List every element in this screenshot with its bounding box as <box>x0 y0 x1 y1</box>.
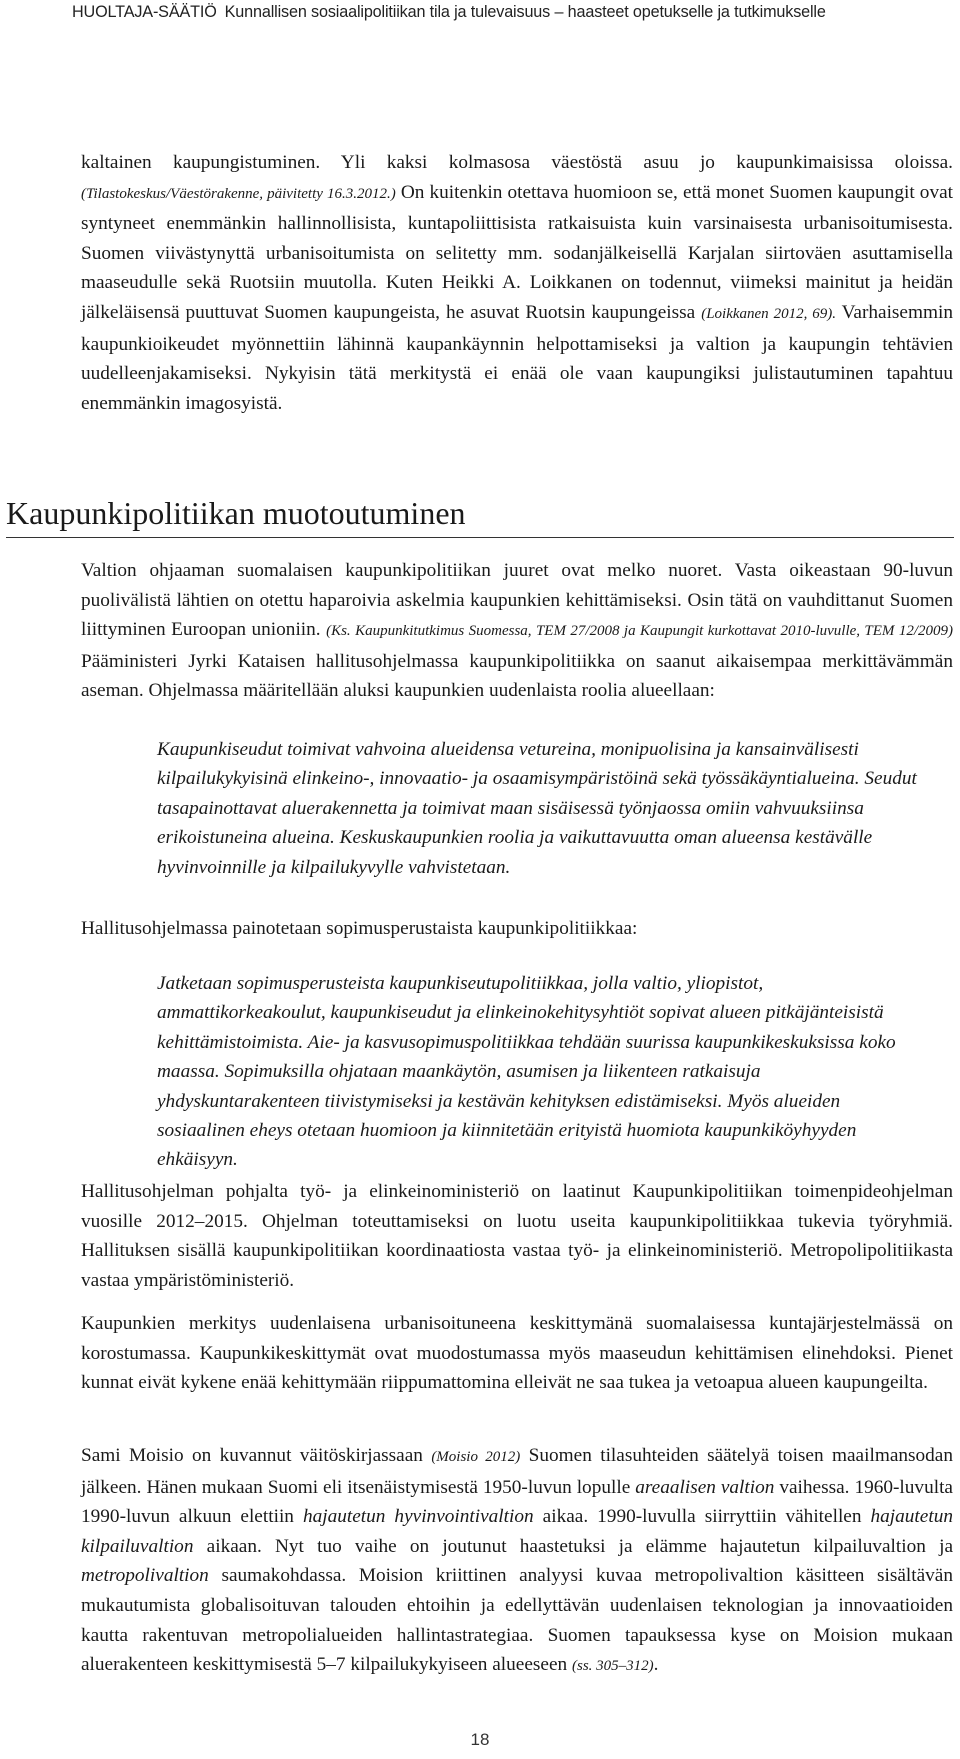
citation-tem: (Ks. Kaupunkitutkimus Suomessa, TEM 27/2008 ja Kaupungit kurkottavat 2010-luvulle, TEM 12/2009) <box>326 623 953 640</box>
citation-moisio: (Moisio 2012) <box>431 1449 521 1465</box>
section-text-3: Hallitusohjelman pohjalta työ- ja elinkeinoministeriö on laatinut Kaupunkipolitiikan toimenpideohjelman vuosille 2012–2015. Ohjelman toteuttamiseksi on luotu useita kaupunkipolitiikkaa tukevia työryhmiä. Hallituksen sisällä kaupunkipolitiikan koordinaatiosta vastaa työ- ja elinkeinoministeriö. Metropolipolitiikasta vastaa ympäristöministeriö. <box>81 1181 953 1291</box>
citation-tilastokeskus: (Tilastokeskus/Väestörakenne, päivitetty 16.3.2012.) <box>81 185 396 202</box>
section-paragraph-4 <box>81 1309 953 1398</box>
term-areaalinen-valtio: areaalisen valtion <box>635 1476 775 1498</box>
section-text-5a: Sami Moisio on kuvannut väitöskirjassaan <box>81 1445 432 1466</box>
section-paragraph-5 <box>81 1441 953 1682</box>
section-text-5c: vaihessa. 1960-luvulta 1990-luvun alkuun elettiin <box>81 1476 953 1528</box>
section-heading: Kaupunkipolitiikan muotoutuminen <box>6 494 954 538</box>
header-org: HUOLTAJA-SÄÄTIÖ <box>72 3 217 21</box>
section-text-1b: Pääministeri Jyrki Kataisen hallitusohjelmassa kaupunkipolitiikka on saanut aikaisempaa merkittävämmän aseman. Ohjelmassa määritellään aluksi kaupunkien uudenlaista roolia alueellaan: <box>81 650 953 702</box>
section-text-1a: Valtion ohjaaman suomalaisen kaupunkipolitiikan juuret ovat melko nuoret. Vasta oikeastaan 90-luvun puolivälistä lähtien on otettu haparoivia askelmia kaupunkien kehittämiseksi. Osin tätä on vauhdittanut Suomen liittyminen Euroopan unioniin. <box>81 560 953 641</box>
quote-text-1: Kaupunkiseudut toimivat vahvoina alueidensa vetureina, monipuolisina ja kansainvälisesti kilpailukykyisinä elinkeino-, innovaatio- ja osaamisympäristöinä sekä työssäkäyntialueina. Seudut tasapainottavat aluerakennetta ja toimivat maan sisäisessä työnjaossa omiin vahvuuksiinsa erikoistuneina alueina. Keskuskaupunkien roolia ja vaikuttavuutta oman alueensa kestävälle hyvinvoinnille ja kilpailukyvylle vahvistetaan. <box>157 739 917 878</box>
section-paragraph-2 <box>81 914 953 944</box>
page-number: 18 <box>470 1730 490 1749</box>
header-title: Kunnallisen sosiaalipolitiikan tila ja tulevaisuus – haasteet opetukselle ja tutkimukselle <box>224 3 826 21</box>
section-paragraph-1 <box>81 556 953 706</box>
quote-text-2: Jatketaan sopimusperusteista kaupunkiseutupolitiikkaa, jolla valtio, yliopistot, ammattikorkeakoulut, kaupunkiseudut ja elinkeinokehitysyhtiöt sopivat alueen pitkäjänteisistä kehittämistoimista. Aie- ja kasvusopimuspolitiikkaa tehdään suurissa kaupunkikeskuksissa koko maassa. Sopimuksilla ohjataan maankäytön, asumisen ja liikenteen ratkaisuja yhdyskuntarakenteen tiivistymiseksi ja kestävän kehityksen edistämiseksi. Myös alueiden sosiaalinen eheys otetaan huomioon ja kiinnitetään erityistä huomiota kaupunkiköyhyyden ehkäisyyn. <box>157 973 896 1171</box>
section-text-5f: saumakohdassa. Moision kriittinen analyysi kuvaa metropolivaltion käsitteen sisältävän mukautumista globalisoituvan talouden ehtoihin ja edellyttävän uudenlaisen teknologian ja innovaatioiden kautta rakentuvan metropolialueiden hallintastrategiaa. Suomen tapauksessa kyse on Moision mukaan aluerakenteen keskittymisestä 5–7 kilpailukykyiseen alueeseen <box>81 1565 953 1676</box>
section-text-5e: aikaan. Nyt tuo vaihe on joutunut haastetuksi ja elämme hajautetun kilpailuvaltion ja <box>193 1535 953 1557</box>
block-quote-2 <box>157 969 917 1175</box>
intro-paragraph <box>81 148 953 418</box>
citation-pages: (ss. 305–312) <box>571 1658 654 1675</box>
citation-loikkanen: (Loikkanen 2012, 69). <box>701 305 836 322</box>
intro-text-2: On kuitenkin otettava huomioon se, että monet Suomen kaupungit ovat syntyneet enemmänkin hallinnollisista, kuntapoliittisista ratkaisuista kuin varsinaisesta urbanisoitumisesta. Suomen viivästynyttä urbanisoitumista on selitetty mm. sodanjälkeisellä Karjalan siirtoväen asuttamisella maaseudulle sekä Ruotsiin muutolla. Kuten Heikki A. Loikkanen on todennut, viimeksi mainitut ja heidän jälkeläisensä puuttuvat Suomen kaupungeista, he asuvat Ruotsin kaupungeissa <box>81 181 953 323</box>
term-metropolivaltio: metropolivaltion <box>81 1565 209 1587</box>
running-header <box>72 3 932 22</box>
section-text-5b: Suomen tilasuhteiden säätelyä toisen maailmansodan jälkeen. Hänen mukaan Suomi eli itsenäistymisestä 1950-luvun lopulle <box>81 1445 953 1498</box>
section-text-5g: . <box>653 1654 659 1676</box>
section-paragraph-3 <box>81 1177 953 1295</box>
term-hajautettu-kilpailuvaltio: hajautetun kilpailuvaltion <box>81 1506 953 1557</box>
term-hajautettu-hyvinvointivaltio: hajautetun hyvinvointivaltion <box>302 1506 534 1528</box>
intro-text-3: Varhaisemmin kaupunkioikeudet myönnettiin lähinnä kaupankäynnin helpottamiseksi ja valtion ja kaupungin tehtävien uudelleenjakamiseksi. Nykyisin tätä merkitystä ei enää ole vaan kaupungiksi julistautuminen tapahtuu enemmänkin imagosyistä. <box>81 301 953 414</box>
intro-text-1: kaltainen kaupungistuminen. Yli kaksi kolmasosa väestöstä asuu jo kaupunkimaisissa oloissa. <box>81 152 953 173</box>
section-text-2: Hallitusohjelmassa painotetaan sopimusperustaista kaupunkipolitiikkaa: <box>81 918 638 939</box>
section-text-4: Kaupunkien merkitys uudenlaisena urbanisoituneena keskittymänä suomalaisessa kuntajärjestelmässä on korostumassa. Kaupunkikeskittymät ovat muodostumassa myös maaseudun kehittämisen elinehdoksi. Pienet kunnat eivät kykene enää kehittymään riippumattomina elleivät ne saa tukea ja vetoapua alueen kaupungeilta. <box>81 1313 953 1394</box>
block-quote-1 <box>157 735 917 882</box>
section-text-5d: aikaa. 1990-luvulla siirryttiin vähitellen <box>533 1506 871 1528</box>
